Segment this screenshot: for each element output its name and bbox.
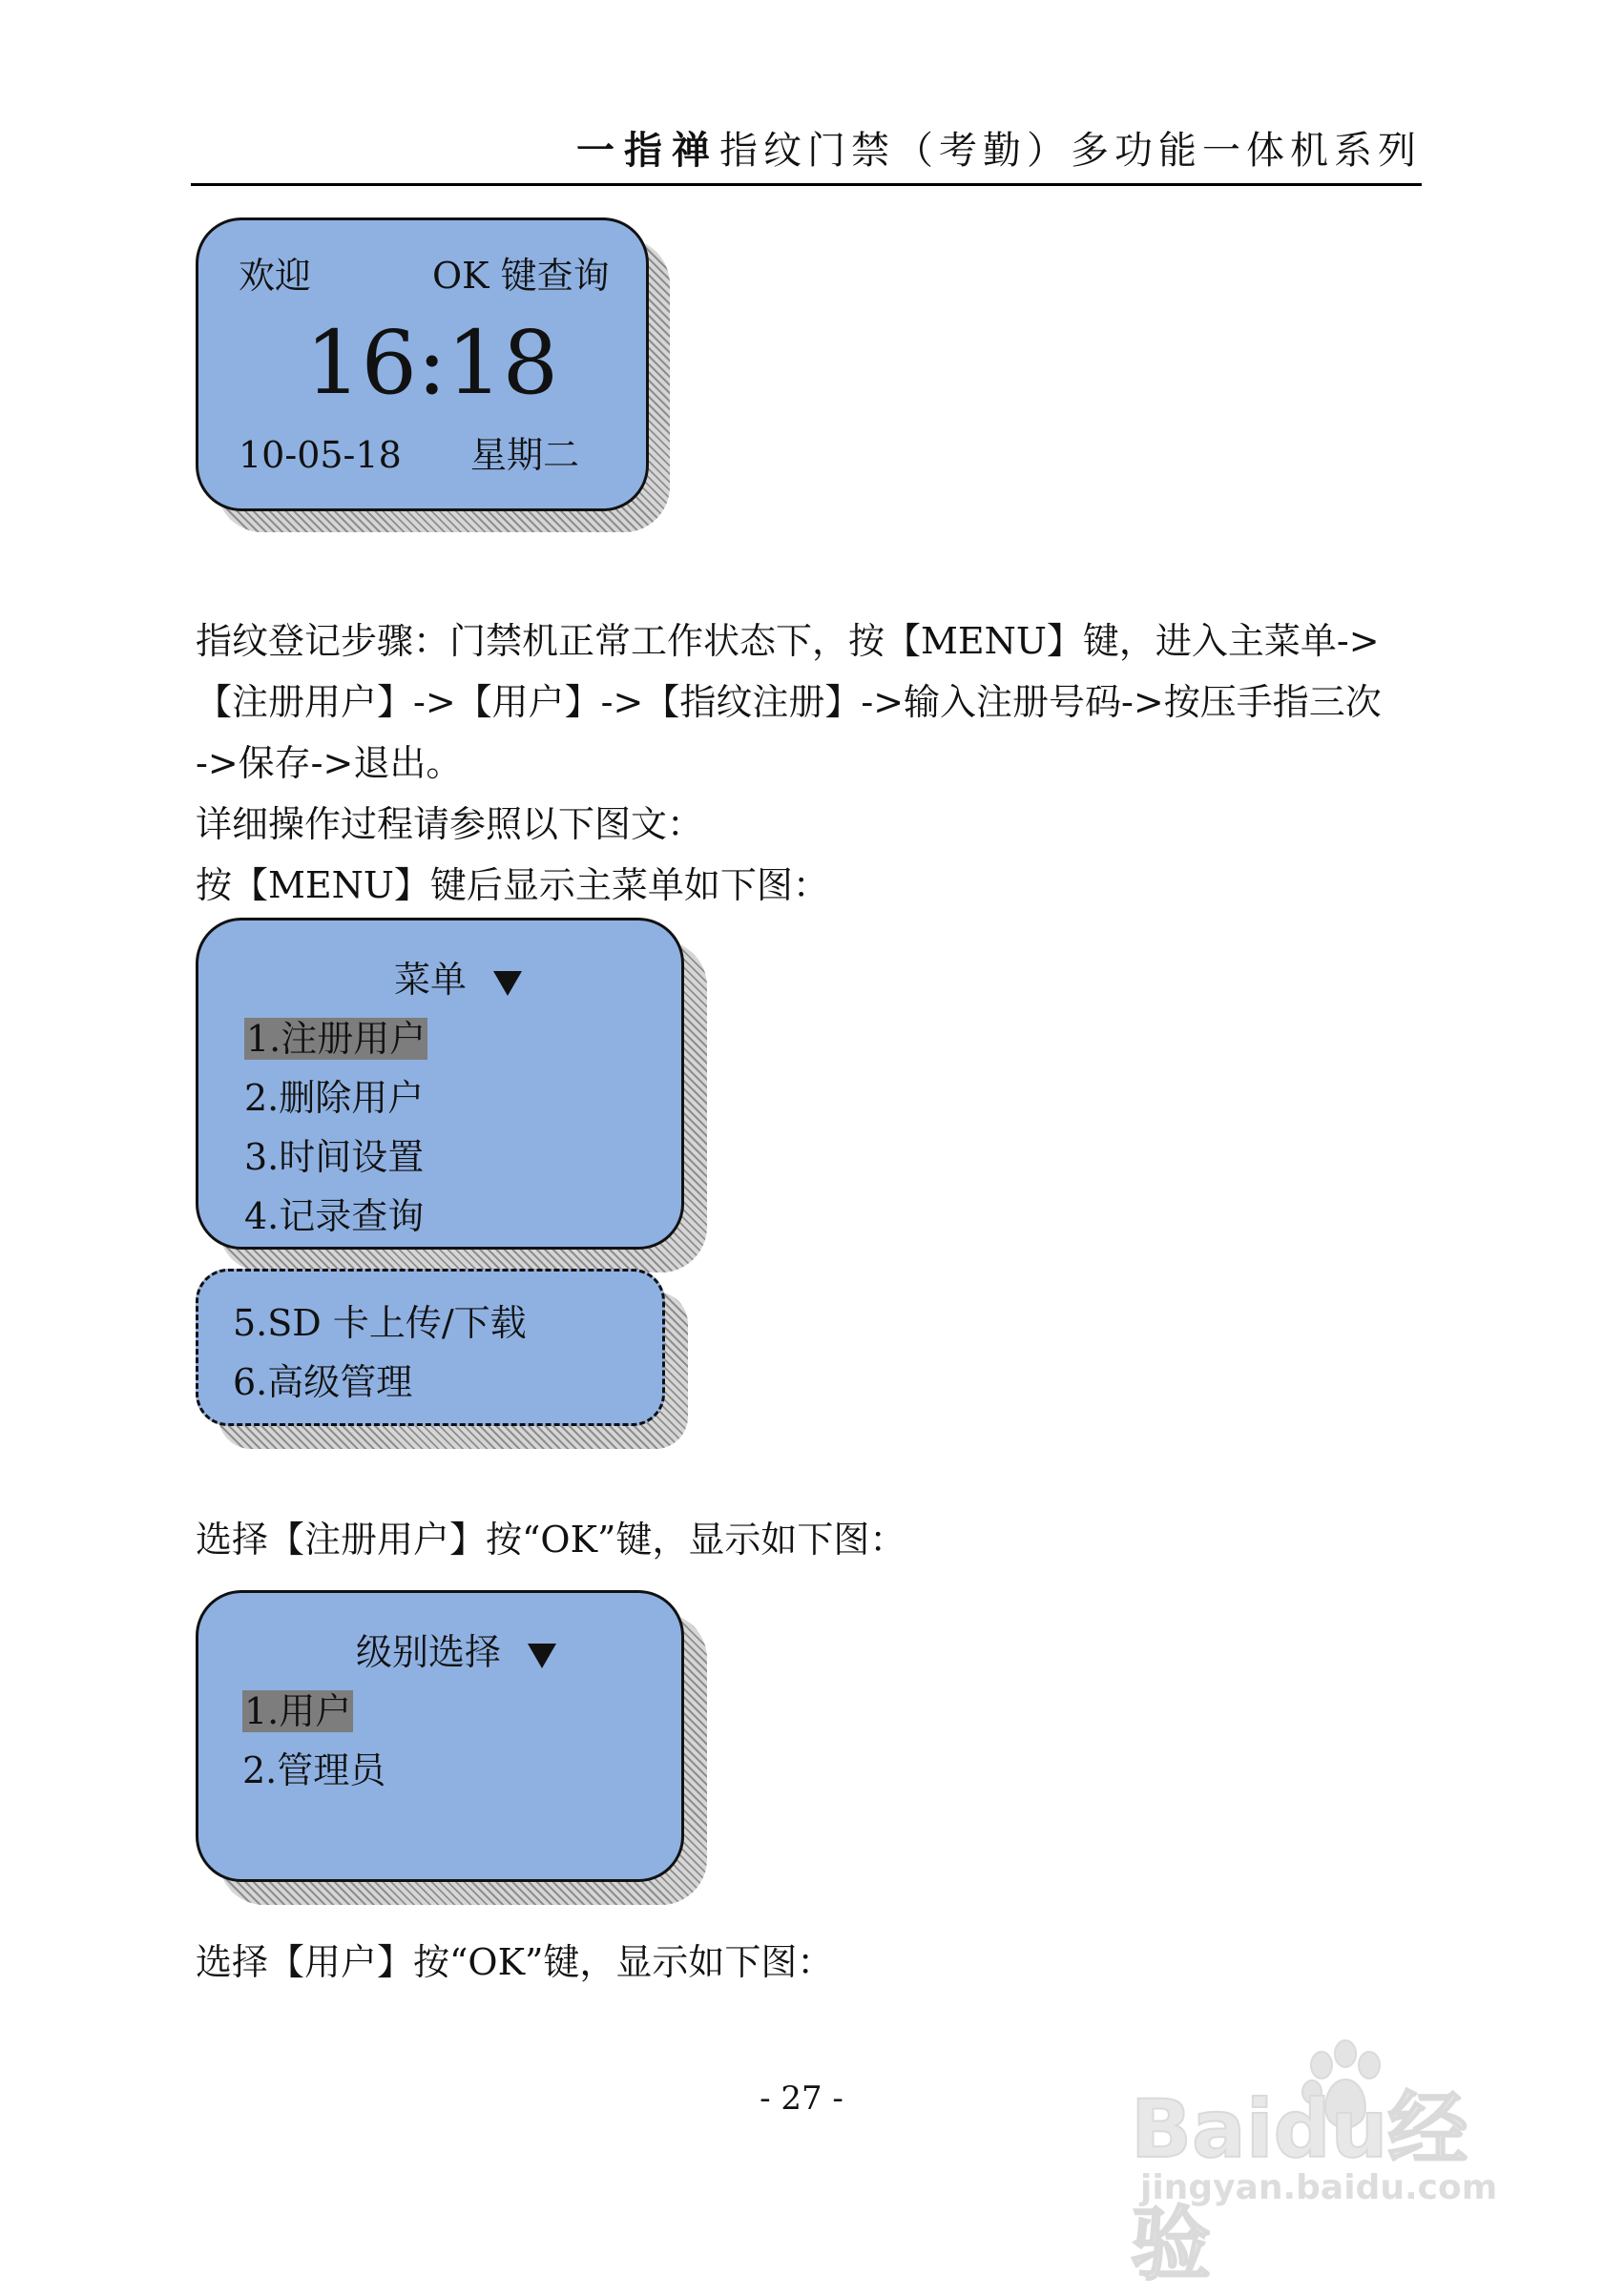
welcome-screen: [196, 217, 649, 511]
menu-item: 2.删除用户: [244, 1077, 425, 1119]
level-item: 2.管理员: [242, 1749, 386, 1791]
menu-more-figure: [196, 1269, 697, 1450]
down-arrow-icon: [528, 1644, 556, 1668]
header-rule: [191, 183, 1422, 186]
page-number: - 27 -: [760, 2079, 843, 2118]
menu-item: [244, 1016, 427, 1062]
level-item: [242, 1688, 353, 1734]
menu-item: 4.记录查询: [244, 1195, 425, 1237]
level-screen-figure: [196, 1590, 716, 1905]
level-item-selected: 1.用户: [244, 1690, 352, 1732]
menu-more-screen: [196, 1269, 665, 1426]
instruction-line-5: 按【MENU】键后显示主菜单如下图：: [196, 864, 829, 906]
header-title: 指纹门禁（考勤）多功能一体机系列: [719, 129, 1422, 173]
level-title-text: 级别选择: [356, 1631, 502, 1673]
menu-item: 6.高级管理: [233, 1361, 413, 1403]
instruction-paragraph: [196, 610, 1382, 916]
level-title: [356, 1629, 556, 1675]
watermark-logo: Baidu经验: [1131, 2082, 1468, 2291]
instruction-line-2: 【注册用户】->【用户】->【指纹注册】->输入注册号码->按压手指三次: [196, 681, 1382, 723]
watermark-url: jingyan.baidu.com: [1140, 2168, 1498, 2207]
instruction-line-4: 详细操作过程请参照以下图文：: [196, 803, 704, 845]
select-register-text: 选择【注册用户】按“OK”键，显示如下图：: [196, 1519, 906, 1561]
menu-item-selected: 1.注册用户: [246, 1018, 427, 1060]
clock-time: 16:18: [305, 312, 559, 414]
welcome-text: 欢迎: [239, 255, 312, 297]
menu-title: [394, 957, 522, 1003]
instruction-line-3: ->保存->退出。: [196, 742, 463, 784]
ok-query-text: OK 键查询: [432, 255, 610, 297]
menu-screen-figure: [196, 918, 716, 1272]
weekday-text: 星期二: [470, 434, 580, 476]
level-screen: [196, 1590, 684, 1882]
select-user-text: 选择【用户】按“OK”键，显示如下图：: [196, 1941, 834, 1983]
menu-item: 5.SD 卡上传/下载: [233, 1302, 527, 1344]
page-header: [191, 122, 1422, 179]
down-arrow-icon: [493, 971, 522, 996]
baidu-watermark: [1131, 2037, 1531, 2291]
date-text: 10-05-18: [239, 434, 402, 476]
menu-title-text: 菜单: [394, 959, 468, 1001]
instruction-line-1: 指纹登记步骤：门禁机正常工作状态下，按【MENU】键，进入主菜单->: [196, 620, 1380, 662]
menu-screen: [196, 918, 684, 1250]
welcome-screen-figure: [196, 217, 673, 532]
menu-item: 3.时间设置: [244, 1136, 425, 1178]
header-brand: 一指禅: [576, 129, 719, 173]
